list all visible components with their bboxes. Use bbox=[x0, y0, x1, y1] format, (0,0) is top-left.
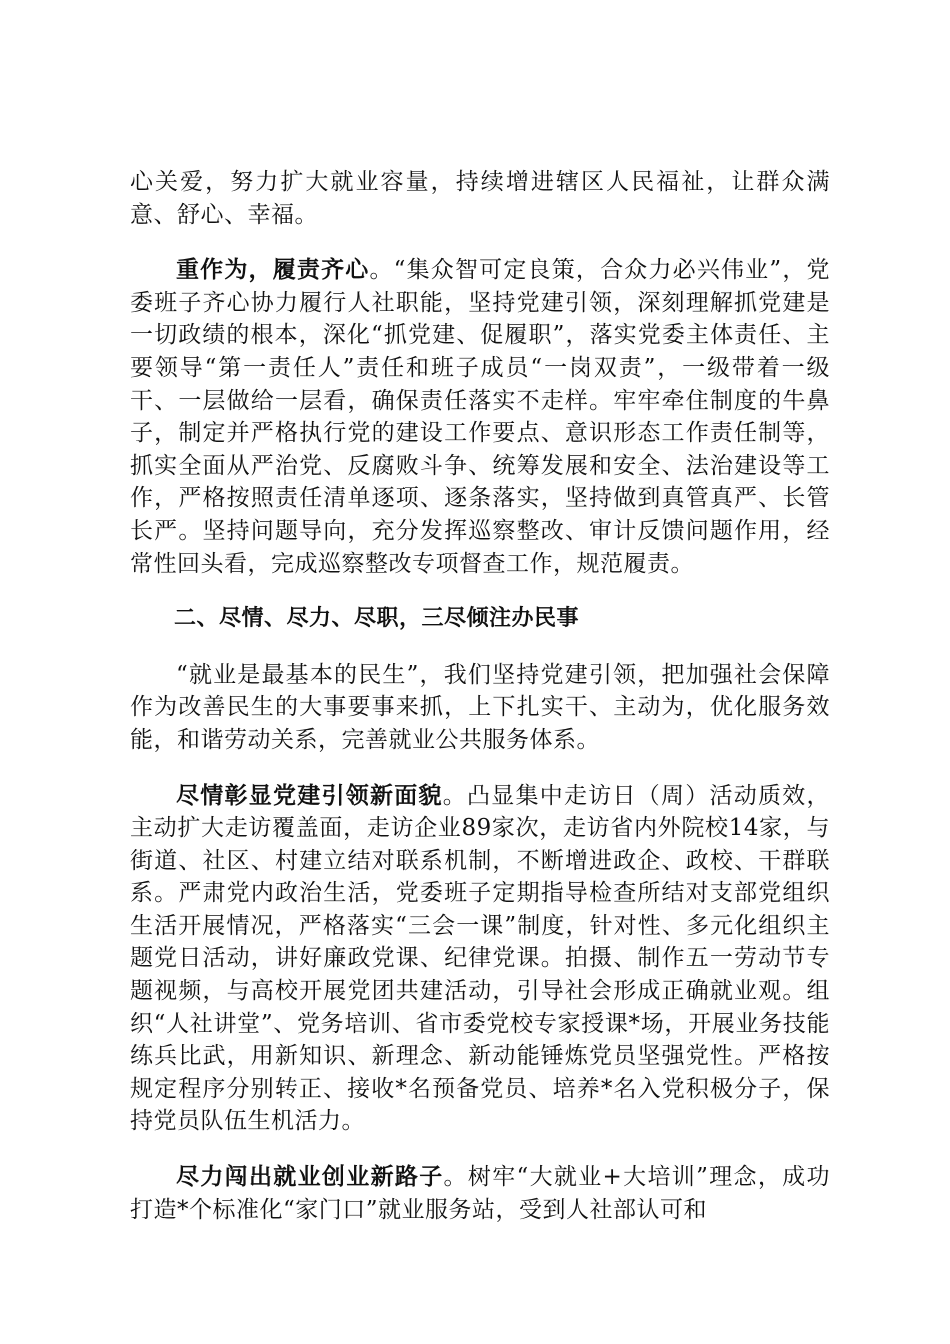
paragraph-responsibility bbox=[130, 254, 830, 580]
paragraph-lead: 尽力闯出就业创业新路子 bbox=[176, 1164, 444, 1191]
paragraph-lead: 重作为，履责齐心 bbox=[176, 257, 370, 284]
paragraph-party-building bbox=[130, 780, 830, 1139]
paragraph-text: 心关爱，努力扩大就业容量，持续增进辖区人民福祉，让群众满意、舒心、幸福。 bbox=[130, 169, 830, 228]
document-body bbox=[130, 166, 830, 1249]
paragraph-continued bbox=[130, 166, 830, 231]
paragraph-lead: 尽情彰显党建引领新面貌 bbox=[176, 782, 443, 809]
paragraph-employment-intro bbox=[130, 659, 830, 757]
paragraph-text: “就业是最基本的民生”，我们坚持党建引领，把加强社会保障作为改善民生的大事要事来抓，上下扎实干、主动为，优化服务效能，和谐劳动关系，完善就业公共服务体系。 bbox=[130, 661, 830, 753]
section-heading: 二、尽情、尽力、尽职，三尽倾注办民事 bbox=[174, 606, 580, 632]
paragraph-text: 。“集众智可定良策，合众力必兴伟业”，党委班子齐心协力履行人社职能，坚持党建引领，深刻理解抓党建是一切政绩的根本，深化“抓党建、促履职”，落实党委主体责任、主要领导“第一责任人”责任和班子成员“一岗双责”，一级带着一级干、一层做给一层看，确保责任落实不走样。牢牢牵住制度的牛鼻子，制定并严格执行党的建设工作要点、意识形态工作责任制等，抓实全面从严治党、反腐败斗争、统筹发展和安全、法治建设等工作，严格按照责任清单逐项、逐条落实，坚持做到真管真严、长管长严。坚持问题导向，充分发挥巡察整改、审计反馈问题作用，经常性回头看，完成巡察整改专项督查工作，规范履责。 bbox=[130, 257, 830, 577]
paragraph-text: 。树牢“大就业+大培训”理念，成功打造*个标准化“家门口”就业服务站，受到人社部认可和 bbox=[130, 1164, 830, 1223]
paragraph-text: 。凸显集中走访日（周）活动质效，主动扩大走访覆盖面，走访企业89家次，走访省内外院校14家，与街道、社区、村建立结对联系机制，不断增进政企、政校、干群联系。严肃党内政治生活，党委班子定期指导检查所结对支部党组织生活开展情况，严格落实“三会一课”制度，针对性、多元化组织主题党日活动，讲好廉政党课、纪律党课。拍摄、制作五一劳动节专题视频，与高校开展党团共建活动，引导社会形成正确就业观。组织“人社讲堂”、党务培训、省市委党校专家授课*场，开展业务技能练兵比武，用新知识、新理念、新动能锤炼党员坚强党性。严格按规定程序分别转正、接收*名预备党员、培养*名入党积极分子，保持党员队伍生机活力。 bbox=[130, 782, 830, 1135]
paragraph-employment-path bbox=[130, 1161, 830, 1226]
